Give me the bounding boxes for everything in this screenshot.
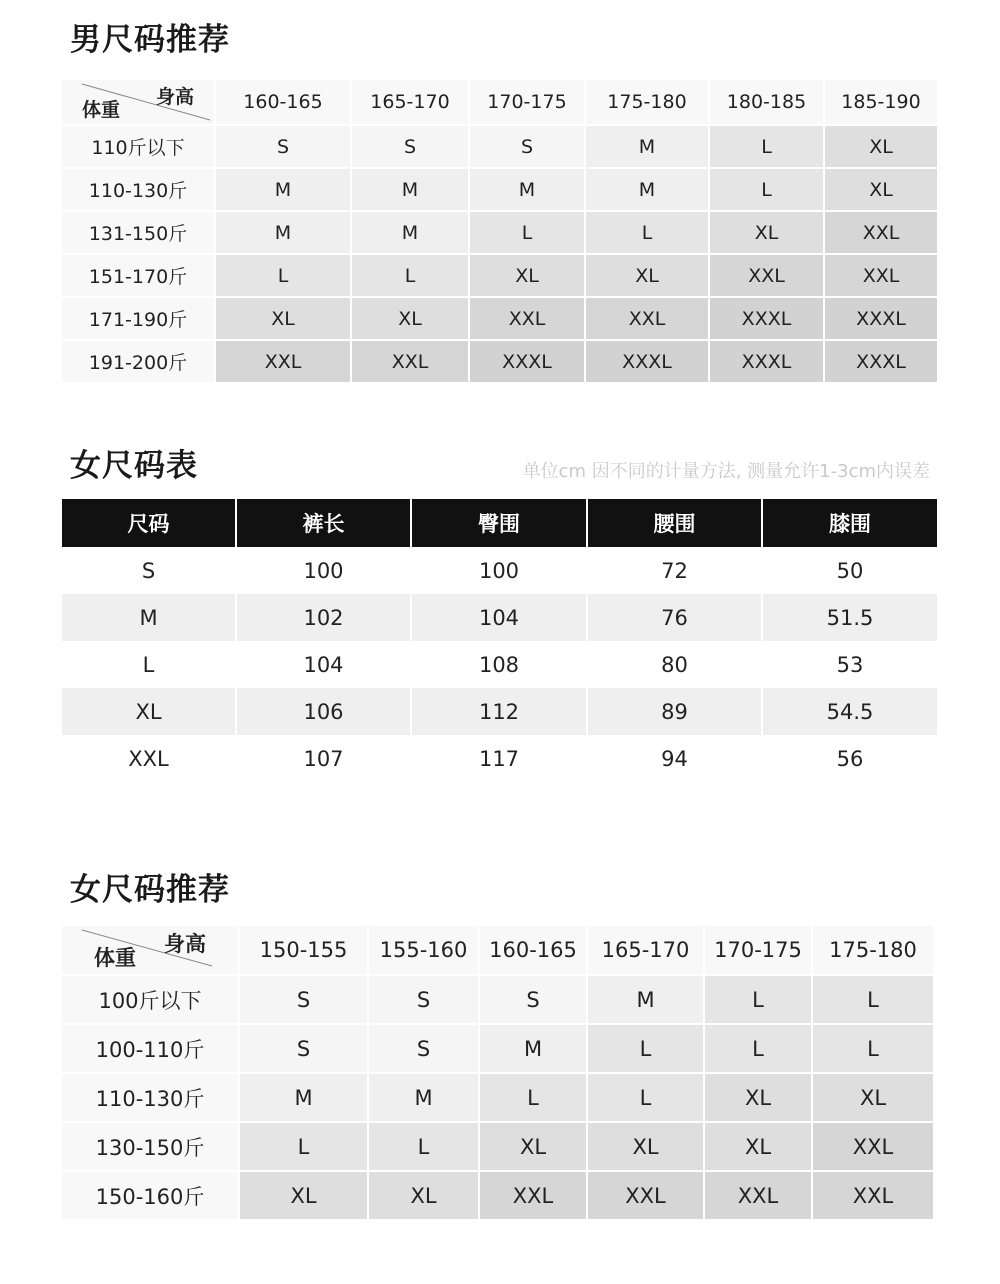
size-cell: S: [479, 975, 587, 1024]
women-rec-table: [60, 924, 935, 1221]
weight-label: 110斤以下: [61, 125, 215, 168]
height-header: 170-175: [469, 79, 585, 125]
table-cell: 89: [587, 688, 762, 735]
size-cell: XL: [585, 254, 709, 297]
women-rec-title: 女尺码推荐: [70, 872, 230, 908]
size-cell: M: [351, 211, 469, 254]
women-rec-corner: [61, 925, 239, 975]
size-cell: M: [351, 168, 469, 211]
height-header: 170-175: [704, 925, 812, 975]
size-cell: XXL: [587, 1171, 704, 1220]
size-cell: XXL: [824, 254, 938, 297]
table-cell: 72: [587, 547, 762, 594]
size-cell: L: [351, 254, 469, 297]
size-cell: XXL: [479, 1171, 587, 1220]
height-header: 155-160: [368, 925, 479, 975]
men-rec-corner: [61, 79, 215, 125]
column-header: 臀围: [411, 499, 587, 547]
weight-label: 171-190斤: [61, 297, 215, 340]
table-row: [61, 125, 938, 168]
weight-label: 110-130斤: [61, 168, 215, 211]
size-cell: M: [215, 211, 351, 254]
table-row: [61, 975, 934, 1024]
size-cell: XL: [704, 1073, 812, 1122]
table-cell: 53: [762, 641, 938, 688]
women-chart-title: 女尺码表: [70, 448, 198, 484]
table-cell: M: [61, 594, 236, 641]
size-cell: XL: [812, 1073, 934, 1122]
weight-label: 151-170斤: [61, 254, 215, 297]
size-cell: L: [704, 1024, 812, 1073]
table-cell: 100: [236, 547, 411, 594]
height-header: 175-180: [585, 79, 709, 125]
men-rec-table: [60, 78, 939, 384]
weight-label: 130-150斤: [61, 1122, 239, 1171]
column-header: 膝围: [762, 499, 938, 547]
size-cell: XXXL: [585, 340, 709, 383]
table-cell: 76: [587, 594, 762, 641]
table-row: [61, 1024, 934, 1073]
table-cell: 50: [762, 547, 938, 594]
size-cell: L: [812, 975, 934, 1024]
weight-label: 100斤以下: [61, 975, 239, 1024]
size-cell: L: [469, 211, 585, 254]
table-row: [61, 297, 938, 340]
weight-label: 191-200斤: [61, 340, 215, 383]
size-cell: XL: [368, 1171, 479, 1220]
size-cell: M: [469, 168, 585, 211]
weight-label: 150-160斤: [61, 1171, 239, 1220]
table-row: [61, 340, 938, 383]
size-cell: XXL: [709, 254, 824, 297]
size-cell: XXL: [351, 340, 469, 383]
table-cell: 100: [411, 547, 587, 594]
size-cell: XXL: [824, 211, 938, 254]
size-cell: L: [587, 1024, 704, 1073]
height-header: 150-155: [239, 925, 368, 975]
size-cell: XXL: [812, 1171, 934, 1220]
size-cell: XL: [824, 168, 938, 211]
size-cell: XXXL: [709, 340, 824, 383]
size-cell: XXXL: [824, 297, 938, 340]
measurement-note: 单位cm 因不同的计量方法, 测量允许1-3cm内误差: [522, 461, 930, 482]
size-cell: XXXL: [824, 340, 938, 383]
size-cell: XL: [351, 297, 469, 340]
size-cell: XL: [479, 1122, 587, 1171]
table-cell: 104: [411, 594, 587, 641]
height-header: 165-170: [587, 925, 704, 975]
table-row: [61, 1171, 934, 1220]
size-cell: XXL: [812, 1122, 934, 1171]
table-cell: 104: [236, 641, 411, 688]
table-cell: 56: [762, 735, 938, 782]
height-header: 160-165: [215, 79, 351, 125]
women-size-chart: [60, 499, 939, 782]
height-header: 165-170: [351, 79, 469, 125]
table-cell: 117: [411, 735, 587, 782]
size-cell: S: [469, 125, 585, 168]
size-cell: L: [709, 168, 824, 211]
table-row: [61, 641, 938, 688]
table-cell: S: [61, 547, 236, 594]
table-cell: 107: [236, 735, 411, 782]
size-cell: M: [479, 1024, 587, 1073]
table-cell: 51.5: [762, 594, 938, 641]
corner-weight-label: 体重: [82, 99, 121, 121]
table-row: [61, 254, 938, 297]
chart-header-row: [61, 499, 938, 547]
table-cell: 54.5: [762, 688, 938, 735]
size-cell: M: [239, 1073, 368, 1122]
size-cell: M: [368, 1073, 479, 1122]
size-cell: S: [239, 1024, 368, 1073]
size-cell: M: [585, 125, 709, 168]
size-cell: S: [215, 125, 351, 168]
table-row: [61, 1073, 934, 1122]
height-header: 160-165: [479, 925, 587, 975]
size-cell: L: [704, 975, 812, 1024]
size-cell: M: [587, 975, 704, 1024]
size-cell: XXL: [215, 340, 351, 383]
size-cell: S: [368, 1024, 479, 1073]
height-header: 180-185: [709, 79, 824, 125]
table-row: [61, 547, 938, 594]
size-cell: L: [479, 1073, 587, 1122]
size-cell: L: [709, 125, 824, 168]
table-row: [61, 211, 938, 254]
size-cell: XXL: [469, 297, 585, 340]
weight-label: 131-150斤: [61, 211, 215, 254]
table-cell: 106: [236, 688, 411, 735]
table-cell: XL: [61, 688, 236, 735]
table-row: [61, 168, 938, 211]
size-cell: L: [587, 1073, 704, 1122]
column-header: 尺码: [61, 499, 236, 547]
table-cell: L: [61, 641, 236, 688]
column-header: 腰围: [587, 499, 762, 547]
size-cell: XL: [704, 1122, 812, 1171]
height-header: 185-190: [824, 79, 938, 125]
women-rec-header-row: [61, 925, 934, 975]
corner-height-label: 身高: [164, 932, 206, 956]
table-row: [61, 1122, 934, 1171]
diagonal-divider: [62, 926, 239, 974]
size-cell: M: [585, 168, 709, 211]
column-header: 裤长: [236, 499, 411, 547]
corner-weight-label: 体重: [94, 946, 136, 970]
table-cell: 94: [587, 735, 762, 782]
weight-label: 110-130斤: [61, 1073, 239, 1122]
size-cell: L: [215, 254, 351, 297]
weight-label: 100-110斤: [61, 1024, 239, 1073]
size-cell: XXL: [704, 1171, 812, 1220]
men-rec-header-row: [61, 79, 938, 125]
size-cell: XL: [587, 1122, 704, 1171]
size-cell: M: [215, 168, 351, 211]
men-rec-title: 男尺码推荐: [70, 22, 230, 58]
size-cell: S: [351, 125, 469, 168]
table-cell: XXL: [61, 735, 236, 782]
size-cell: XXXL: [709, 297, 824, 340]
size-cell: L: [368, 1122, 479, 1171]
height-header: 175-180: [812, 925, 934, 975]
table-cell: 102: [236, 594, 411, 641]
size-cell: XXL: [585, 297, 709, 340]
size-cell: XXXL: [469, 340, 585, 383]
table-row: [61, 594, 938, 641]
table-row: [61, 688, 938, 735]
table-row: [61, 735, 938, 782]
table-cell: 112: [411, 688, 587, 735]
table-cell: 108: [411, 641, 587, 688]
size-cell: S: [239, 975, 368, 1024]
size-cell: XL: [824, 125, 938, 168]
size-cell: S: [368, 975, 479, 1024]
size-cell: XL: [239, 1171, 368, 1220]
size-cell: XL: [469, 254, 585, 297]
size-cell: L: [812, 1024, 934, 1073]
corner-height-label: 身高: [155, 86, 194, 108]
size-cell: XL: [215, 297, 351, 340]
size-cell: L: [239, 1122, 368, 1171]
table-cell: 80: [587, 641, 762, 688]
size-cell: L: [585, 211, 709, 254]
size-cell: XL: [709, 211, 824, 254]
